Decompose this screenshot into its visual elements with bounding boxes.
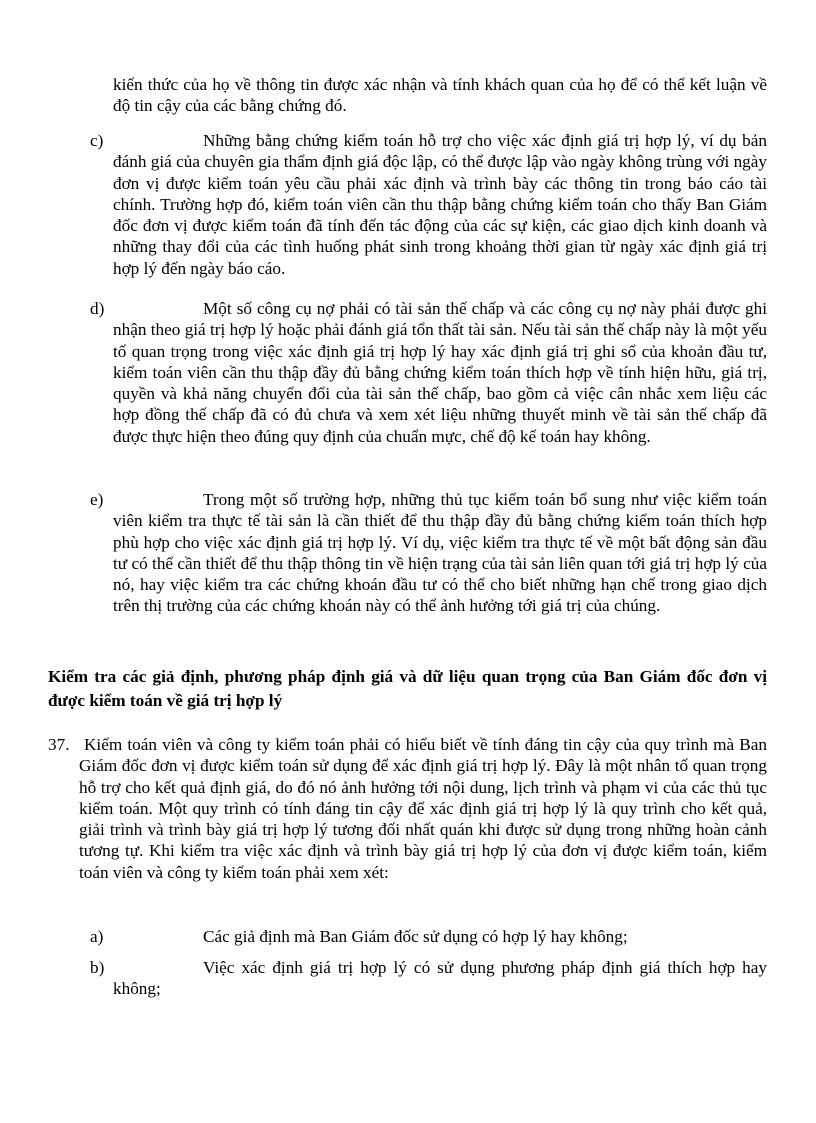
item-text-e: Trong một số trường hợp, những thủ tục kiểm toán bổ sung như việc kiểm toán viên kiểm tra thực tế tài sản là cần thiết để thu thập đầy đủ bằng chứng kiểm toán thích hợp phù hợp cho việc xác định giá trị hợp lý. Ví dụ, việc kiểm tra thực tế về một bất động sản đầu tư có thể cần thiết để thu thập thông tin về hiện trạng của tài sản liên quan tới giá trị hợp lý của nó, hay việc kiểm tra các chứng khoán đầu tư có thể cho biết những hạn chế trong giao dịch trên thị trường của các chứng khoán này có thể ảnh hưởng tới giá trị của chúng. <box>113 490 767 616</box>
continuation-paragraph: kiến thức của họ về thông tin được xác nhận và tính khách quan của họ để có thể kết luận về độ tin cậy của các bằng chứng đó. <box>113 75 767 116</box>
item-label-e: e) <box>90 490 104 509</box>
item-label-b: b) <box>90 958 105 977</box>
item-text-d: Một số công cụ nợ phải có tài sản thế chấp và các công cụ nợ này phải được ghi nhận theo giá trị hợp lý hoặc phải đánh giá tổn thất tài sản. Nếu tài sản thế chấp này là một yếu tố quan trọng trong việc xác định giá trị hợp lý hay xác định giá trị ghi sổ của khoản đầu tư, kiểm toán viên cần thu thập đầy đủ bằng chứng kiểm toán thích hợp về tính hiện hữu, giá trị, quyền và khả năng chuyển đổi của tài sản thế chấp, bao gồm cả việc cân nhắc xem liệu các hợp đồng thế chấp đã có đủ chưa và xem xét liệu những thuyết minh về tài sản thế chấp đã được thực hiện theo đúng quy định của chuẩn mực, chế độ kế toán hay không. <box>113 299 767 446</box>
item-text-a: Các giả định mà Ban Giám đốc sử dụng có hợp lý hay không; <box>203 927 628 946</box>
item-label-d: d) <box>90 299 105 318</box>
item-paragraph-c <box>113 130 767 279</box>
item-paragraph-b <box>113 957 767 1000</box>
section-heading: Kiểm tra các giả định, phương pháp định giá và dữ liệu quan trọng của Ban Giám đốc đơn vị được kiểm toán về giá trị hợp lý <box>48 667 767 710</box>
item-label-c: c) <box>90 131 104 150</box>
item-text-b: Việc xác định giá trị hợp lý có sử dụng phương pháp định giá thích hợp hay không; <box>113 958 767 999</box>
paragraph-37-first: Kiểm toán viên và công ty kiểm toán phải có hiểu biết về tính đáng tin cậy của quy trình mà Ban Giám đốc đơn vị được kiểm toán sử dụng để xác định giá trị hợp lý. Đây là một nhân tố quan trọng hỗ trợ cho kết quả định giá, do đó nó ảnh hưởng tới nội dung, lịch trình và phạm vi của các thủ tục kiểm toán. Một quy trình có tính đáng tin cậy để xác định giá trị hợp lý là quy trình cho kết quả, giải trình và trình bày giá trị hợp lý tương đối nhất quán khi được sử dụng trong những hoàn cảnh tương tự. Khi kiểm tra việc xác định và trình bày giá trị hợp lý của đơn vị được kiểm toán, kiểm toán viên và công ty kiểm toán phải xem xét: <box>79 735 767 882</box>
item-text-c: Những bằng chứng kiểm toán hỗ trợ cho việc xác định giá trị hợp lý, ví dụ bản đánh giá của chuyên gia thẩm định giá độc lập, có thể được lập vào ngày không trùng với ngày đơn vị được kiểm toán yêu cầu phải xác định và trình bày các thông tin trong báo cáo tài chính. Trường hợp đó, kiểm toán viên cần thu thập bằng chứng kiểm toán cho thấy Ban Giám đốc đơn vị được kiểm toán đã tính đến tác động của các sự kiện, các giao dịch kinh doanh và những thay đổi của các tình huống phát sinh trong khoảng thời gian từ ngày xác định giá trị hợp lý đến ngày báo cáo. <box>113 131 767 278</box>
item-label-a: a) <box>90 927 104 946</box>
item-paragraph-d <box>113 298 767 447</box>
paragraph-37 <box>79 734 767 883</box>
paragraph-number-37: 37. <box>48 735 70 754</box>
item-paragraph-a <box>113 926 767 947</box>
item-paragraph-e <box>113 489 767 617</box>
